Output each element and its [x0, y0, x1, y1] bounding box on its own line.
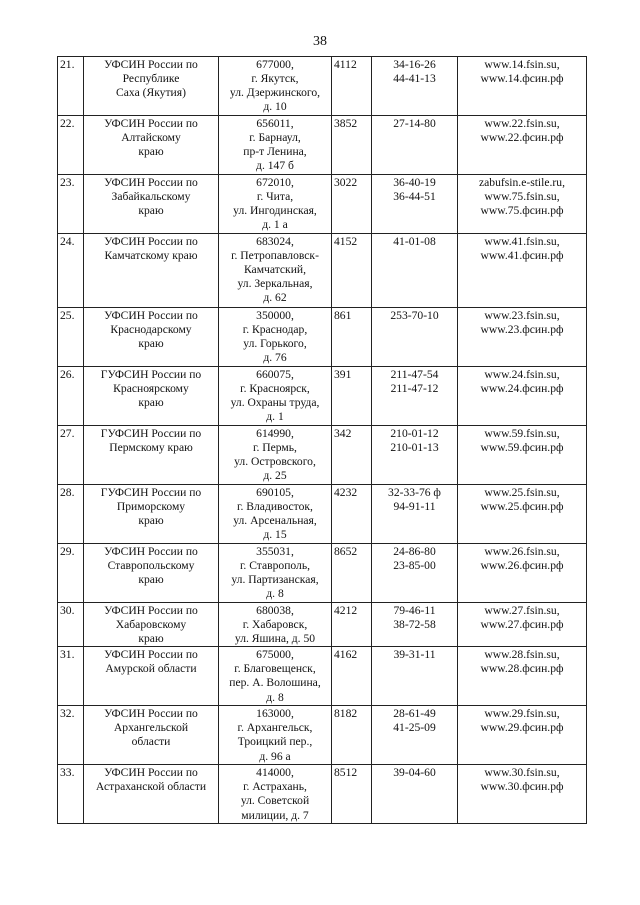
website-cell — [458, 647, 587, 706]
website-cell — [458, 706, 587, 765]
organization-cell — [84, 426, 219, 485]
organization-line: УФСИН России по — [104, 707, 198, 721]
address-line: ул. Ингодинская, — [233, 204, 317, 218]
phone-cell — [372, 706, 458, 765]
phone-number: 39-04-60 — [393, 766, 436, 780]
address-line: г. Якутск, — [251, 72, 299, 86]
organization-line: краю — [138, 514, 164, 528]
address-line: ул. Партизанская, — [231, 573, 319, 587]
organization-line: УФСИН России по — [104, 117, 198, 130]
row-number — [58, 57, 84, 116]
address-line: д. 8 — [266, 587, 284, 601]
address-line: ул. Горького, — [243, 337, 307, 351]
organization-line: Краснодарскому — [110, 323, 192, 337]
organization-cell — [84, 175, 219, 234]
organization-line: УФСИН России по — [104, 235, 198, 248]
phone-cell — [372, 765, 458, 824]
address-line: ул. Островского, — [234, 455, 316, 469]
phone-cell — [372, 603, 458, 647]
address-cell — [219, 706, 332, 765]
website-link: www.28.фсин.рф — [480, 662, 564, 676]
address-cell — [219, 175, 332, 234]
website-cell — [458, 175, 587, 234]
phone-cell — [372, 426, 458, 485]
area-code: 4212 — [334, 604, 358, 617]
address-cell — [219, 485, 332, 544]
phone-number: 44-41-13 — [393, 72, 436, 86]
phone-number: 28-61-49 — [393, 707, 436, 721]
phone-number: 211-47-12 — [390, 382, 439, 396]
area-code-cell — [332, 367, 372, 426]
row-number — [58, 367, 84, 426]
organization-cell — [84, 116, 219, 175]
website-link: www.59.fsin.su, — [484, 427, 560, 440]
organization-cell — [84, 367, 219, 426]
website-cell — [458, 485, 587, 544]
address-line: д. 147 б — [256, 159, 294, 173]
table-row — [58, 308, 587, 367]
website-link: www.75.fsin.su, — [484, 190, 560, 204]
organization-cell — [84, 234, 219, 308]
website-link: www.24.fsin.su, — [484, 368, 560, 381]
row-number — [58, 765, 84, 824]
address-line: д. 10 — [263, 100, 287, 114]
website-link: www.28.fsin.su, — [484, 648, 560, 662]
address-line: пр-т Ленина, — [243, 145, 307, 159]
website-cell — [458, 426, 587, 485]
address-line: г. Пермь, — [253, 441, 297, 455]
row-number — [58, 706, 84, 765]
organization-line: УФСИН России по — [104, 648, 198, 662]
website-link: www.30.фсин.рф — [480, 780, 564, 794]
row-number-text: 23. — [60, 176, 75, 189]
row-number-text: 27. — [60, 427, 75, 440]
table-row — [58, 116, 587, 175]
address-cell — [219, 57, 332, 116]
row-number-text: 29. — [60, 545, 75, 558]
website-link: www.29.фсин.рф — [480, 721, 564, 735]
address-line: ул. Дзержинского, — [229, 86, 321, 100]
organization-line: УФСИН России по — [104, 58, 198, 71]
website-link: www.22.фсин.рф — [480, 131, 564, 145]
row-number — [58, 308, 84, 367]
area-code: 391 — [334, 368, 352, 381]
table-row — [58, 426, 587, 485]
organization-line: Республике — [122, 72, 180, 86]
website-link: zabufsin.e-stile.ru, — [479, 176, 565, 189]
website-link: www.30.fsin.su, — [484, 766, 560, 780]
phone-cell — [372, 234, 458, 308]
organization-cell — [84, 603, 219, 647]
address-line: г. Барнаул, — [249, 131, 301, 145]
organization-line: УФСИН России по — [104, 309, 198, 322]
address-line: пер. А. Волошина, — [229, 676, 321, 690]
phone-number: 34-16-26 — [393, 58, 436, 71]
address-line: г. Хабаровск, — [242, 618, 308, 632]
organization-line: краю — [138, 145, 164, 159]
address-line: ул. Яшина, д. 50 — [234, 632, 316, 646]
row-number-text: 22. — [60, 117, 75, 130]
organization-cell — [84, 485, 219, 544]
area-code-cell — [332, 308, 372, 367]
address-line: д. 1 а — [262, 218, 288, 232]
address-cell — [219, 647, 332, 706]
address-line: д. 8 — [266, 690, 284, 704]
row-number — [58, 485, 84, 544]
table-row — [58, 57, 587, 116]
area-code: 4232 — [334, 486, 358, 499]
phone-number: 253-70-10 — [390, 309, 439, 322]
organization-line: Ставропольскому — [107, 559, 195, 573]
organization-line: Алтайскому — [121, 131, 181, 145]
table-row — [58, 175, 587, 234]
organization-line: ГУФСИН России по — [100, 368, 202, 381]
address-line: д. 25 — [263, 469, 287, 483]
website-link: www.27.fsin.su, — [484, 604, 560, 617]
table-row — [58, 544, 587, 603]
phone-number: 36-44-51 — [393, 190, 436, 204]
organization-line: краю — [138, 337, 164, 351]
address-line: 675000, — [256, 648, 294, 662]
phone-number: 211-47-54 — [390, 368, 439, 381]
area-code: 4112 — [334, 58, 357, 71]
address-line: 683024, — [256, 235, 294, 248]
phone-number: 94-91-11 — [393, 500, 436, 514]
phone-cell — [372, 485, 458, 544]
website-link: www.26.fsin.su, — [484, 545, 560, 558]
address-line: г. Краснодар, — [242, 323, 308, 337]
area-code: 8182 — [334, 707, 358, 721]
area-code-cell — [332, 57, 372, 116]
address-line: 355031, — [256, 545, 294, 558]
address-line: 350000, — [256, 309, 294, 322]
address-line: д. 76 — [263, 351, 287, 365]
area-code: 4152 — [334, 235, 358, 248]
organization-line: области — [131, 735, 171, 749]
row-number-text: 25. — [60, 309, 75, 322]
organization-line: Забайкальскому — [111, 190, 191, 204]
address-cell — [219, 308, 332, 367]
address-line: Троицкий пер., — [237, 735, 313, 749]
area-code-cell — [332, 426, 372, 485]
area-code-cell — [332, 647, 372, 706]
address-line: 163000, — [256, 707, 294, 721]
organization-line: Пермскому краю — [109, 441, 193, 455]
area-code-cell — [332, 234, 372, 308]
address-line: 614990, — [256, 427, 294, 440]
organization-cell — [84, 57, 219, 116]
address-line: г. Архангельск, — [237, 721, 313, 735]
row-number-text: 32. — [60, 707, 75, 721]
address-cell — [219, 367, 332, 426]
website-link: www.29.fsin.su, — [484, 707, 560, 721]
phone-number: 36-40-19 — [393, 176, 436, 189]
address-line: д. 96 а — [259, 749, 291, 763]
organization-line: Красноярскому — [113, 382, 189, 396]
address-line: г. Чита, — [256, 190, 294, 204]
phone-number: 23-85-00 — [393, 559, 436, 573]
phone-cell — [372, 647, 458, 706]
organization-line: Саха (Якутия) — [116, 86, 186, 100]
website-cell — [458, 765, 587, 824]
phone-number: 38-72-58 — [393, 618, 436, 632]
address-line: милиции, д. 7 — [241, 808, 309, 822]
organization-line: краю — [138, 204, 164, 218]
organization-line: УФСИН России по — [104, 604, 198, 617]
website-link: www.23.fsin.su, — [484, 309, 560, 322]
row-number — [58, 426, 84, 485]
organization-line: УФСИН России по — [104, 176, 198, 189]
area-code-cell — [332, 175, 372, 234]
address-line: ул. Советской — [240, 794, 310, 808]
phone-cell — [372, 116, 458, 175]
website-link: www.26.фсин.рф — [480, 559, 564, 573]
website-link: www.27.фсин.рф — [480, 618, 564, 632]
phone-number: 24-86-80 — [393, 545, 436, 558]
table-row — [58, 647, 587, 706]
organization-line: Амурской области — [105, 662, 197, 676]
address-line: ул. Охраны труда, — [230, 396, 320, 410]
organization-line: Астраханской области — [95, 780, 207, 794]
organization-cell — [84, 647, 219, 706]
row-number-text: 26. — [60, 368, 75, 381]
organization-line: Архангельской — [113, 721, 189, 735]
row-number — [58, 603, 84, 647]
fsin-directory-table — [57, 56, 587, 824]
website-link: www.23.фсин.рф — [480, 323, 564, 337]
website-cell — [458, 234, 587, 308]
table-row — [58, 706, 587, 765]
address-line: 672010, — [256, 176, 294, 189]
organization-line: Хабаровскому — [115, 618, 187, 632]
organization-cell — [84, 706, 219, 765]
area-code-cell — [332, 706, 372, 765]
organization-line: Камчатскому краю — [104, 249, 198, 263]
website-link: www.25.fsin.su, — [484, 486, 560, 499]
organization-line: краю — [138, 632, 164, 646]
phone-cell — [372, 367, 458, 426]
organization-line: УФСИН России по — [104, 545, 198, 558]
page-number: 38 — [313, 34, 327, 49]
website-link: www.24.фсин.рф — [480, 382, 564, 396]
address-cell — [219, 234, 332, 308]
row-number — [58, 116, 84, 175]
organization-line: краю — [138, 396, 164, 410]
row-number-text: 21. — [60, 58, 75, 71]
table-row — [58, 603, 587, 647]
address-line: д. 15 — [263, 528, 287, 542]
table-row — [58, 485, 587, 544]
area-code-cell — [332, 485, 372, 544]
area-code: 861 — [334, 309, 352, 322]
address-line: 690105, — [256, 486, 294, 499]
address-cell — [219, 603, 332, 647]
address-cell — [219, 116, 332, 175]
phone-number: 41-25-09 — [393, 721, 436, 735]
address-line: ул. Арсенальная, — [233, 514, 317, 528]
website-link: www.59.фсин.рф — [480, 441, 564, 455]
area-code: 8512 — [334, 766, 358, 780]
area-code: 3852 — [334, 117, 358, 130]
phone-cell — [372, 308, 458, 367]
row-number-text: 28. — [60, 486, 75, 499]
website-link: www.75.фсин.рф — [480, 204, 564, 218]
organization-cell — [84, 308, 219, 367]
organization-line: УФСИН России по — [104, 766, 198, 780]
phone-number: 210-01-12 — [390, 427, 439, 440]
phone-number: 41-01-08 — [393, 235, 436, 248]
area-code-cell — [332, 544, 372, 603]
address-line: 414000, — [256, 766, 294, 780]
address-line: Камчатский, — [243, 263, 307, 277]
row-number — [58, 234, 84, 308]
website-cell — [458, 603, 587, 647]
row-number-text: 30. — [60, 604, 75, 617]
area-code: 342 — [334, 427, 352, 440]
row-number — [58, 175, 84, 234]
area-code-cell — [332, 116, 372, 175]
organization-cell — [84, 765, 219, 824]
phone-cell — [372, 175, 458, 234]
website-link: www.41.fsin.su, — [484, 235, 560, 248]
area-code: 4162 — [334, 648, 358, 662]
address-line: д. 62 — [263, 291, 287, 305]
organization-cell — [84, 544, 219, 603]
area-code-cell — [332, 765, 372, 824]
address-line: г. Владивосток, — [237, 500, 313, 514]
organization-line: ГУФСИН России по — [100, 486, 202, 499]
row-number — [58, 647, 84, 706]
website-cell — [458, 367, 587, 426]
website-link: www.41.фсин.рф — [480, 249, 564, 263]
address-cell — [219, 544, 332, 603]
phone-number: 27-14-80 — [393, 117, 436, 130]
table-body — [58, 57, 587, 824]
address-line: д. 1 — [266, 410, 284, 424]
address-line: 677000, — [256, 58, 294, 71]
address-line: г. Ставрополь, — [239, 559, 311, 573]
table-row — [58, 765, 587, 824]
address-cell — [219, 765, 332, 824]
phone-number: 32-33-76 ф — [388, 486, 441, 499]
address-line: ул. Зеркальная, — [237, 277, 313, 291]
row-number-text: 24. — [60, 235, 75, 248]
website-cell — [458, 544, 587, 603]
area-code: 8652 — [334, 545, 358, 558]
address-line: г. Красноярск, — [240, 382, 310, 396]
website-cell — [458, 57, 587, 116]
phone-number: 39-31-11 — [393, 648, 436, 662]
address-line: 660075, — [256, 368, 294, 381]
website-cell — [458, 308, 587, 367]
row-number-text: 31. — [60, 648, 75, 662]
phone-number: 210-01-13 — [390, 441, 439, 455]
area-code: 3022 — [334, 176, 358, 189]
phone-cell — [372, 544, 458, 603]
website-link: www.14.фсин.рф — [480, 72, 564, 86]
phone-cell — [372, 57, 458, 116]
website-link: www.25.фсин.рф — [480, 500, 564, 514]
address-line: г. Астрахань, — [243, 780, 307, 794]
phone-number: 79-46-11 — [393, 604, 436, 617]
organization-line: ГУФСИН России по — [100, 427, 202, 440]
organization-line: краю — [138, 573, 164, 587]
organization-line: Приморскому — [116, 500, 186, 514]
website-link: www.14.fsin.su, — [484, 58, 560, 71]
row-number-text: 33. — [60, 766, 75, 780]
address-line: г. Благовещенск, — [234, 662, 316, 676]
website-cell — [458, 116, 587, 175]
row-number — [58, 544, 84, 603]
address-line: 680038, — [256, 604, 294, 617]
table-row — [58, 367, 587, 426]
website-link: www.22.fsin.su, — [484, 117, 560, 130]
area-code-cell — [332, 603, 372, 647]
address-line: г. Петропавловск- — [231, 249, 319, 263]
address-line: 656011, — [256, 117, 294, 130]
table-row — [58, 234, 587, 308]
address-cell — [219, 426, 332, 485]
